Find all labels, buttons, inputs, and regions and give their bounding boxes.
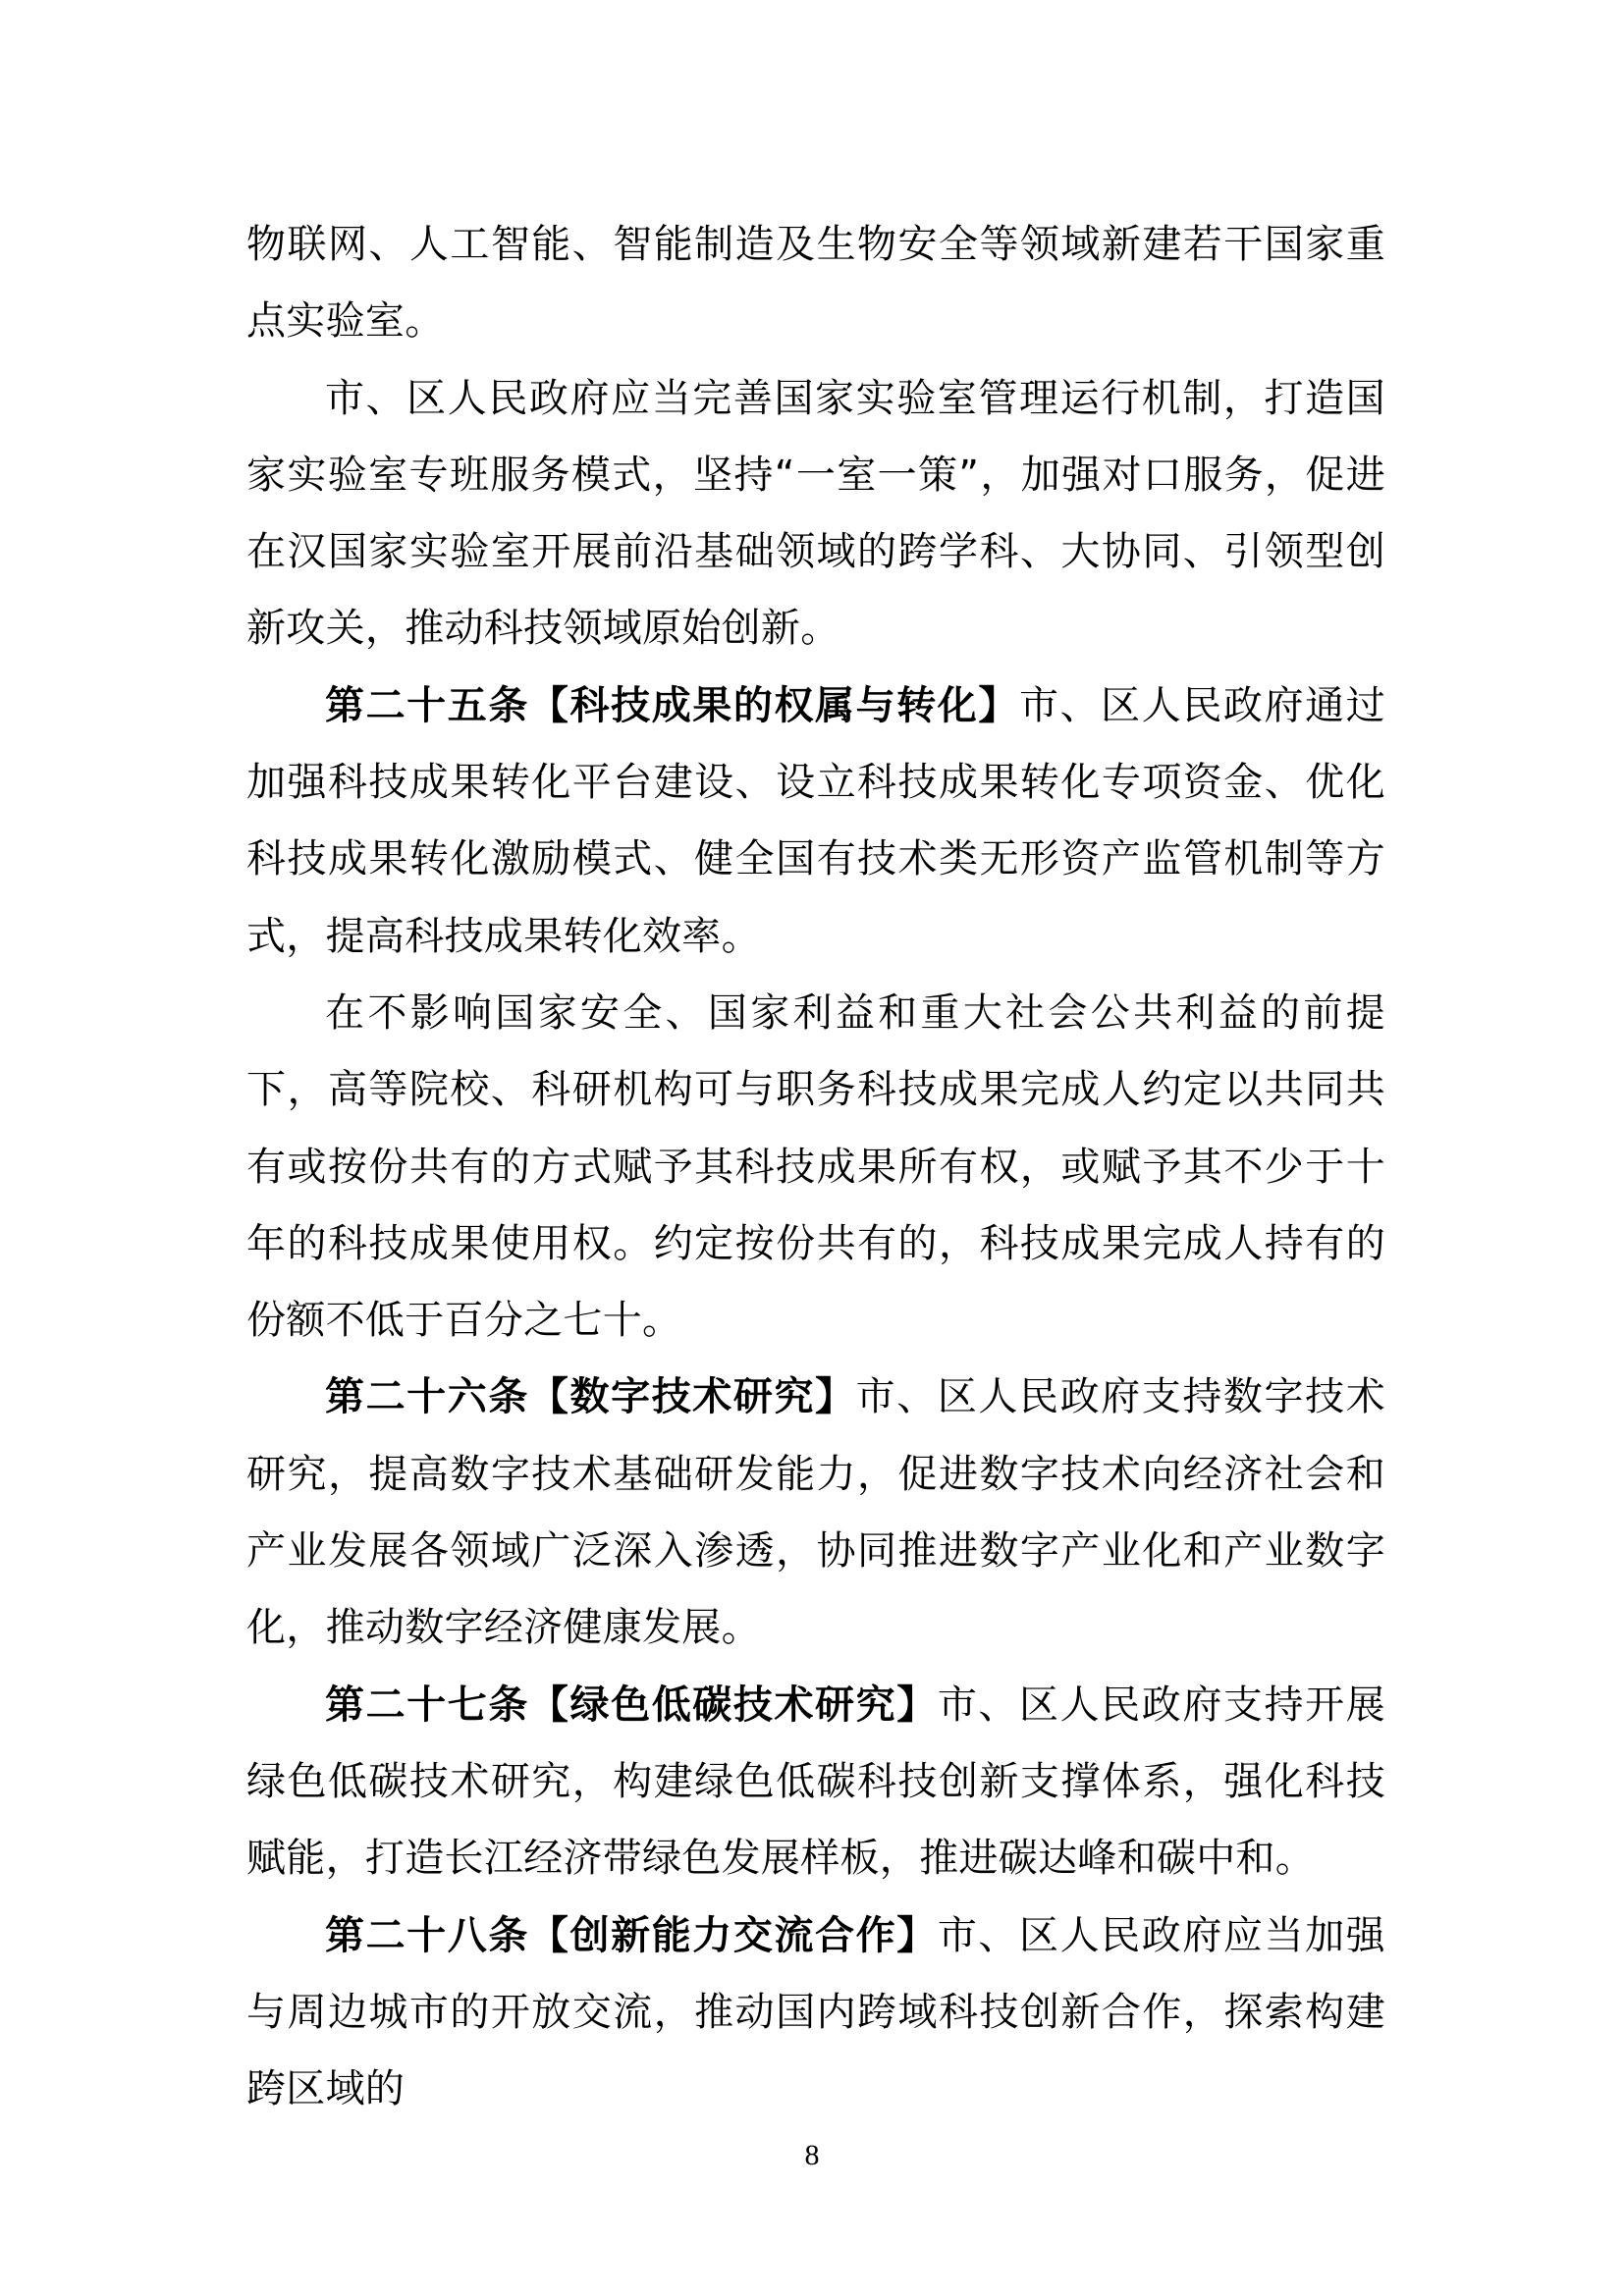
article-27 <box>246 1667 1385 1897</box>
article-26-heading: 第二十六条【数字技术研究】 <box>325 1374 856 1420</box>
article-28-text: 市、区人民政府应当加强与周边城市的开放交流，推动国内跨域科技创新合作，探索构建跨区域的 <box>246 1912 1385 2112</box>
article-25 <box>246 667 1385 975</box>
paragraph-continuation <box>246 206 1385 360</box>
article-26-text: 市、区人民政府支持数字技术研究，提高数字技术基础研发能力，促进数字技术向经济社会和产业发展各领域广泛深入渗透，协同推进数字产业化和产业数字化，推动数字经济健康发展。 <box>246 1374 1385 1651</box>
article-26 <box>246 1359 1385 1666</box>
document-body <box>246 206 1385 2127</box>
article-25-heading: 第二十五条【科技成果的权属与转化】 <box>325 682 1019 728</box>
paragraph-ownership-rights <box>246 975 1385 1359</box>
paragraph-text: 物联网、人工智能、智能制造及生物安全等领域新建若干国家重点实验室。 <box>246 222 1385 345</box>
article-25-text: 市、区人民政府通过加强科技成果转化平台建设、设立科技成果转化专项资金、优化科技成果转化激励模式、健全国有技术类无形资产监管机制等方式，提高科技成果转化效率。 <box>246 682 1385 959</box>
article-28-heading: 第二十八条【创新能力交流合作】 <box>325 1912 938 1958</box>
article-27-heading: 第二十七条【绿色低碳技术研究】 <box>325 1682 938 1728</box>
paragraph-text: 市、区人民政府应当完善国家实验室管理运行机制，打造国家实验室专班服务模式，坚持“一室一策”，加强对口服务，促进在汉国家实验室开展前沿基础领域的跨学科、大协同、引领型创新攻关，推动科技领域原始创新。 <box>246 375 1385 652</box>
page-number: 8 <box>804 2139 820 2171</box>
article-27-text: 市、区人民政府支持开展绿色低碳技术研究，构建绿色低碳科技创新支撑体系，强化科技赋能，打造长江经济带绿色发展样板，推进碳达峰和碳中和。 <box>246 1682 1385 1882</box>
article-28 <box>246 1897 1385 2128</box>
paragraph-lab-mechanism <box>246 360 1385 667</box>
paragraph-text: 在不影响国家安全、国家利益和重大社会公共利益的前提下，高等院校、科研机构可与职务科技成果完成人约定以共同共有或按份共有的方式赋予其科技成果所有权，或赋予其不少于十年的科技成果使用权。约定按份共有的，科技成果完成人持有的份额不低于百分之七十。 <box>246 989 1385 1344</box>
